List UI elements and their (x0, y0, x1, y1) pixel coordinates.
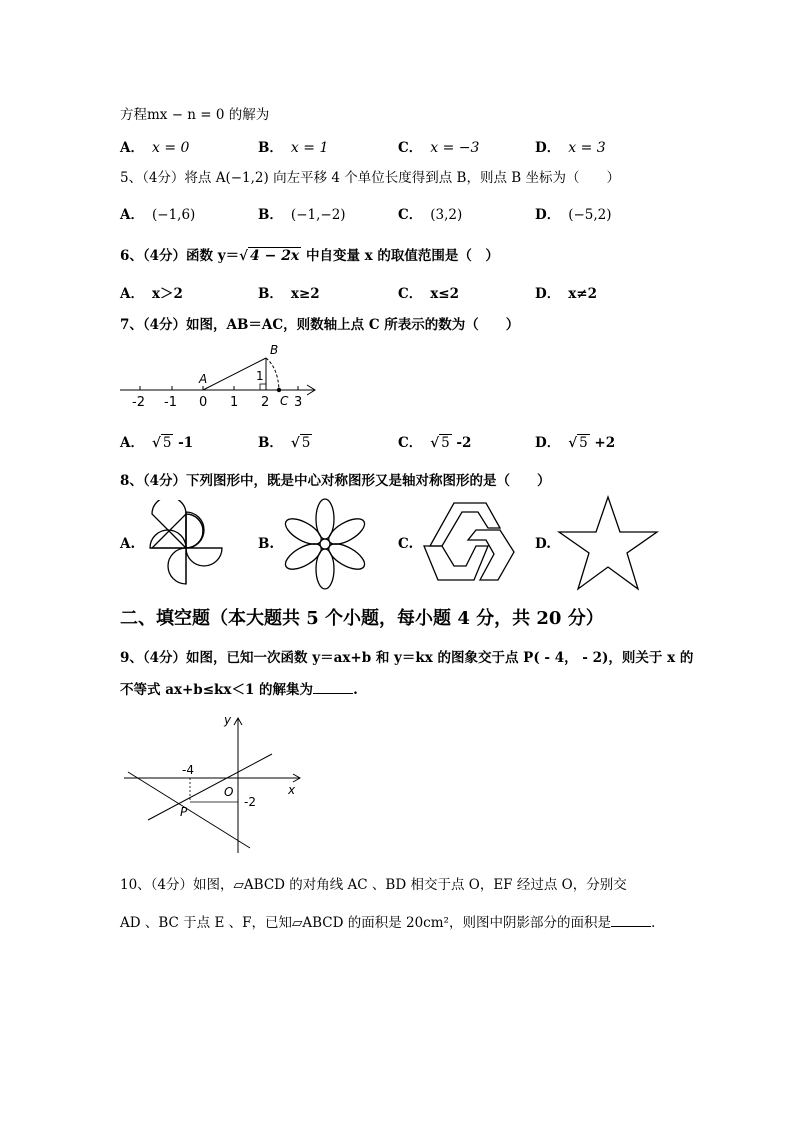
q8-option-a-label[interactable]: A. (120, 536, 136, 552)
q5-option-c[interactable]: C． (3,2) (398, 207, 463, 223)
q5-stem: 5、（4分）将点 A(−1,2) 向左平移 4 个单位长度得到点 B，则点 B 坐标为（ ） (120, 170, 620, 186)
q7-option-b[interactable]: B． √ 5 (258, 435, 311, 451)
point-c-dot (277, 388, 281, 392)
q4-stem: 方程mx − n = 0 的解为 (120, 107, 270, 123)
five-point-star-icon[interactable] (556, 494, 660, 592)
q7-option-c[interactable]: C． √ 5 -2 (398, 435, 472, 451)
q5-option-d[interactable]: D． (−5,2) (535, 207, 612, 223)
sqrt-symbol: √ 4 − 2x (239, 248, 300, 264)
three-hexagon-arrows-icon[interactable] (420, 500, 516, 586)
q7-number-line-figure (118, 340, 328, 410)
q7-stem: 7、（4分）如图，AB＝AC，则数轴上点 C 所表示的数为（ ） (120, 317, 520, 333)
tick-label: 1 (230, 395, 239, 410)
point-p-label: P (180, 805, 188, 819)
y-mark-label: -2 (244, 795, 256, 809)
q6-option-a[interactable]: A． x＞2 (120, 286, 183, 302)
q6-option-b[interactable]: B． x≥2 (258, 286, 320, 302)
height-label: 1 (256, 369, 264, 383)
compass-arc (266, 358, 279, 390)
tick-label: -1 (164, 395, 177, 410)
origin-label: O (224, 785, 234, 799)
six-petal-flower-icon[interactable] (278, 496, 372, 592)
section-title-fill-in: 二、填空题（本大题共 5 个小题，每小题 4 分，共 20 分） (120, 608, 604, 629)
line-y-kx (148, 754, 272, 820)
pinwheel-semicircles-icon[interactable] (136, 500, 236, 596)
x-mark-label: -4 (182, 763, 194, 777)
tick-label: 3 (294, 395, 303, 410)
q9-line1: 9、（4分）如图，已知一次函数 y＝ax+b 和 y＝kx 的图象交于点 P( - 4， - 2)，则关于 x 的 (120, 650, 694, 666)
q6-stem: 6、（4分）函数 y＝√ 4 − 2x 中自变量 x 的取值范围是（ ） (120, 248, 499, 264)
q4-option-a[interactable]: A． x = 0 (120, 140, 190, 156)
q4-option-c[interactable]: C． x = −3 (398, 140, 480, 156)
line-y-ax-b (128, 772, 250, 848)
q6-option-c[interactable]: C． x≤2 (398, 286, 460, 302)
q4-option-d[interactable]: D． x = 3 (535, 140, 606, 156)
answer-blank[interactable] (611, 914, 651, 927)
tick-label: -2 (132, 395, 145, 410)
q5-option-a[interactable]: A． (−1,6) (120, 207, 196, 223)
q8-stem: 8、（4分）下列图形中，既是中心对称图形又是轴对称图形的是（ ） (120, 473, 551, 489)
right-angle-mark (260, 384, 266, 390)
y-axis-label: y (224, 713, 232, 727)
answer-blank[interactable] (313, 681, 353, 694)
q10-line2: AD 、BC 于点 E 、F，已知▱ABCD 的面积是 20cm²，则图中阴影部分的面积是 . (120, 915, 656, 931)
q9-graph-figure (122, 710, 306, 856)
q4-option-b[interactable]: B． x = 1 (258, 140, 329, 156)
tick-label: 2 (261, 395, 270, 410)
point-label-a: A (199, 372, 208, 386)
q8-option-c-label[interactable]: C. (398, 536, 414, 552)
axis-ticks (140, 386, 298, 390)
q6-option-d[interactable]: D． x≠2 (535, 286, 597, 302)
q10-line1: 10、（4分）如图，▱ABCD 的对角线 AC 、BD 相交于点 O，EF 经过点 O，分别交 (120, 877, 627, 893)
q9-line2: 不等式 ax+b≤kx＜1 的解集为 . (120, 682, 358, 698)
x-axis-label: x (288, 783, 296, 797)
q7-option-d[interactable]: D． √ 5 +2 (535, 435, 616, 451)
q7-option-a[interactable]: A． √ 5 -1 (120, 435, 194, 451)
tick-label: 0 (199, 395, 208, 410)
point-label-b: B (270, 343, 279, 357)
point-label-c: C (280, 394, 289, 408)
q8-option-d-label[interactable]: D. (535, 536, 551, 552)
q5-option-b[interactable]: B． (−1,−2) (258, 207, 346, 223)
q8-option-b-label[interactable]: B. (258, 536, 275, 552)
